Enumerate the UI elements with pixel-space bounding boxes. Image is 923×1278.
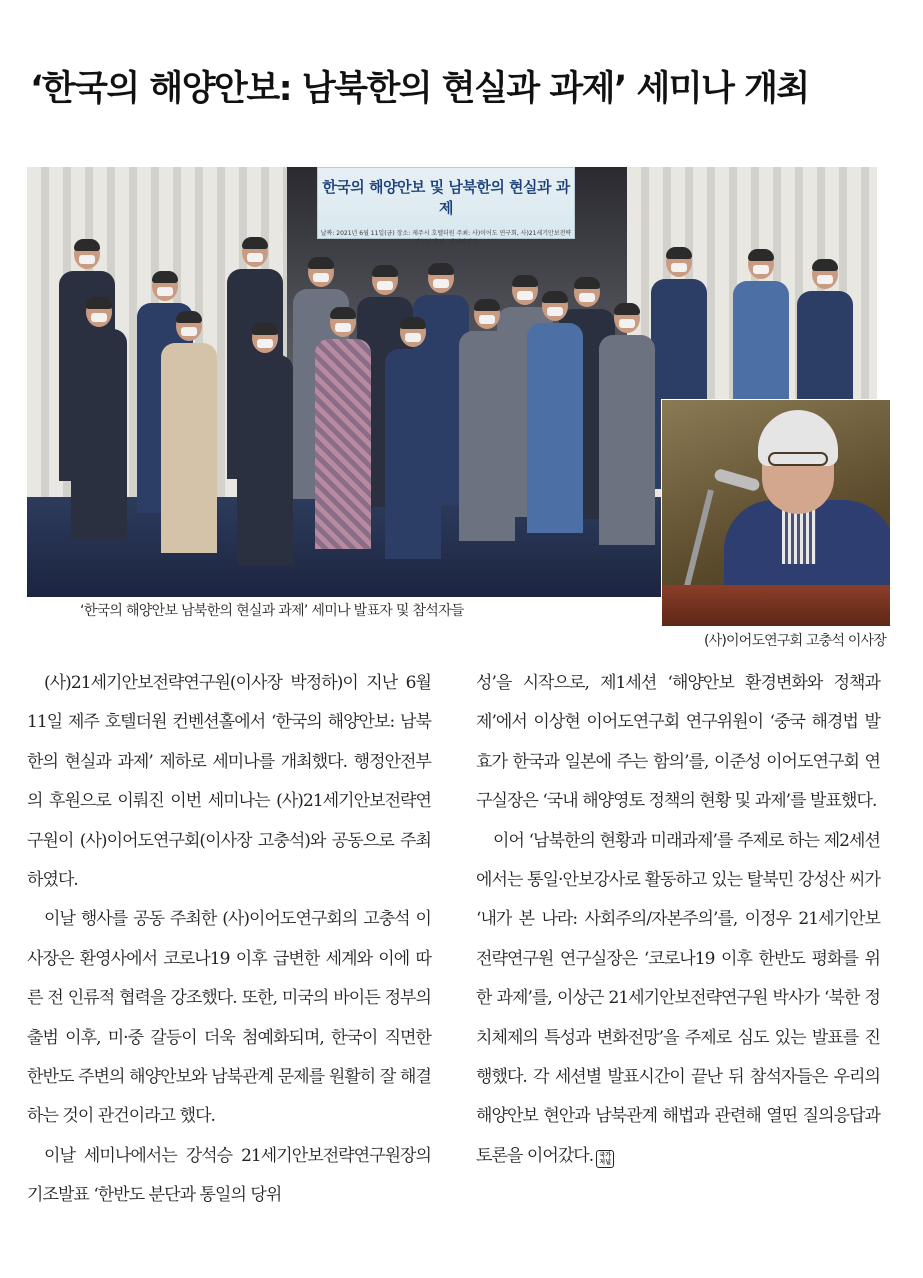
glasses-icon xyxy=(768,452,828,466)
body-paragraph-text: 이어 ‘남북한의 현황과 미래과제’를 주제로 하는 제2세션에서는 통일·안보강사로 활동하고 있는 탈북민 강성산 씨가 ‘내가 본 나라: 사회주의/자본주의’를, 이정우 21세기안보전략연구원 연구실장은 ‘코로나19 이후 한반도 평화를 위한 과제’를, 이상근 21세기안보전략연구원 박사가 ‘북한 정치체제의 특성과 변화전망’을 주제로 심도 있는 발표를 진행했다. 각 세션별 발표시간이 끝난 뒤 참석자들은 우리의 해양안보 현안과 남북관계 해법과 관련해 열띤 질의응답과 토론을 이어갔다. xyxy=(476,830,880,1166)
attendee xyxy=(385,317,441,559)
banner-info: 날짜: 2021년 6월 11일(금) 장소: 제주시 호텔더원 주최: 사)이어도 연구회, 사)21세기안보전략연구원 후원: 행정안전부 xyxy=(320,230,572,246)
article-headline: ‘한국의 해양안보: 남북한의 현실과 과제’ 세미나 개최 xyxy=(30,69,809,110)
body-paragraph: (사)21세기안보전략연구원(이사장 박정하)이 지난 6월 11일 제주 호텔더원 컨벤션홀에서 ‘한국의 해양안보: 남북한의 현실과 과제’ 제하로 세미나를 개최했다. 행정안전부의 후원으로 이뤄진 이번 세미나는 (사)21세기안보전략연구원이 (사)이어도연구회(이사장 고충석)와 공동으로 주최하였다. xyxy=(27,673,431,891)
chairman-portrait-photo xyxy=(661,399,891,627)
attendee xyxy=(161,311,217,553)
body-paragraph: 이날 행사를 공동 주최한 (사)이어도연구회의 고충석 이사장은 환영사에서 코로나19 이후 급변한 세계와 이에 따른 전 인류적 협력을 강조했다. 또한, 미국의 바이든 정부의 출범 이후, 미·중 갈등이 더욱 첨예화되며, 한국이 직면한 한반도 주변의 해양안보와 남북관계 문제를 원활히 잘 해결하는 것이 관건이라고 했다. xyxy=(27,909,431,1127)
attendee xyxy=(237,323,293,565)
body-paragraph: 성’을 시작으로, 제1세션 ‘해양안보 환경변화와 정책과제’에서 이상현 이어도연구회 연구위원이 ‘중국 해경법 발효가 한국과 일본에 주는 함의’를, 이준성 이어도연구회 연구실장은 ‘국내 해양영토 정책의 현황 및 과제’를 발표했다. xyxy=(476,673,880,812)
portrait-caption: (사)이어도연구회 고충석 이사장 xyxy=(703,633,886,649)
microphone-icon xyxy=(713,468,761,492)
article-body-left-column xyxy=(27,664,431,1216)
attendee xyxy=(459,299,515,541)
attendee xyxy=(315,307,371,549)
group-photo-caption: ‘한국의 해양안보 남북한의 현실과 과제’ 세미나 발표자 및 참석자들 xyxy=(80,603,464,619)
seminar-banner xyxy=(317,167,575,246)
attendee xyxy=(71,297,127,539)
body-paragraph xyxy=(476,822,880,1177)
podium xyxy=(662,585,890,626)
article-body-right-column xyxy=(476,664,880,1176)
attendee xyxy=(527,291,583,533)
attendee xyxy=(599,303,655,545)
banner-title: 한국의 해양안보 및 남북한의 현실과 과제 xyxy=(322,178,570,217)
body-paragraph: 이날 세미나에서는 강석승 21세기안보전략연구원장의 기조발표 ‘한반도 분단과 통일의 당위 xyxy=(27,1145,431,1206)
end-mark-icon: 국가 저널 xyxy=(596,1150,614,1168)
